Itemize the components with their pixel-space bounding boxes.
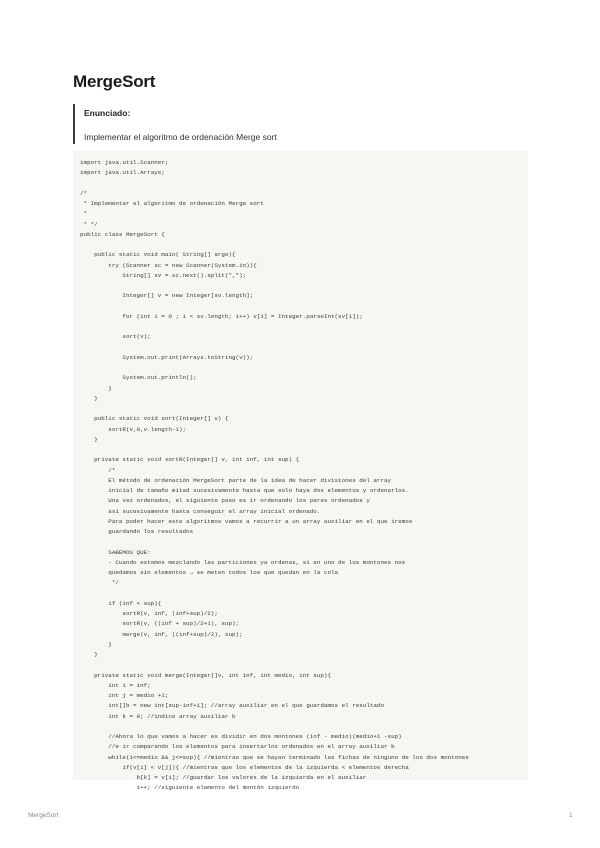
code-line: } [80, 435, 98, 443]
code-line: * Implementar el algoritmo de ordenación Merge sort [80, 200, 264, 207]
code-line: - Cuando estemos mezclando las particiones ya ordenas, si en uno de los montones nos [80, 558, 406, 566]
code-line: int i = inf; [80, 681, 151, 689]
code-line: inicial de tamaño mitad sucesivamente hasta que solo haya dos elementos y ordenarlos. [80, 487, 409, 494]
code-line: if (inf < sup){ [80, 599, 162, 607]
code-line: sortR(v, ((inf + sup)/2+1), sup); [80, 620, 240, 628]
code-line: public static void sort(Integer[] v) { [80, 415, 229, 423]
code-line: Una vez ordenados, el siguiente paso es ir ordenando los pares ordenados y [80, 497, 370, 505]
code-line: //e ir comparando los elementos para insertarlos ordenados en el array auxiliar b [80, 743, 395, 751]
code-line: Integer[] v = new Integer[sv.length]; [80, 292, 254, 300]
code-line: */ [80, 579, 119, 587]
code-line: b[k] = v[i]; //guardar los valores de la izquierda en el auxiliar [80, 774, 367, 781]
code-line: sortR(v,0,v.length-1); [80, 425, 187, 433]
code-block [73, 151, 528, 792]
code-line: * [80, 210, 88, 218]
footer-document-name: MergeSort [28, 812, 59, 819]
code-line: //Ahora lo que vamos a hacer es dividir en dos montones (inf - medio)(medio+1 -sup) [80, 733, 402, 740]
code-line: } [80, 651, 98, 658]
code-line: String[] sv = sc.next().split(","); [80, 271, 247, 279]
code-line: sort(v); [80, 333, 151, 341]
callout-block [73, 104, 524, 144]
code-line: SABEMOS QUE: [80, 548, 151, 556]
code-line: private static void sortR(Integer[] v, int inf, int sup) { [80, 456, 300, 464]
code-line: Para poder hacer este algoritmos vamos a recurrir a un array auxiliar en el que iremos [80, 517, 413, 525]
code-line: System.out.print(Arrays.toString(v)); [80, 353, 254, 361]
code-line: /* [80, 189, 88, 197]
code-line: while(i<=medio && j<=sup){ //mientras que se hayan terminado las fichas de ninguno de los dos montones [80, 753, 469, 761]
code-line: System.out.println(); [80, 374, 197, 382]
code-line: } [80, 384, 112, 392]
code-line: quedamos sin elementos → se meten todos los que quedan en la cola [80, 569, 339, 576]
page-title: MergeSort [73, 72, 156, 91]
code-line: private static void merge(Integer[]v, int inf, int medio, int sup){ [80, 671, 331, 679]
code-line: public class MergeSort { [80, 230, 165, 238]
code-line: * */ [80, 220, 98, 228]
code-line: } [80, 394, 98, 402]
code-line: int j = medio +1; [80, 692, 169, 699]
code-line: merge(v, inf, ((inf+sup)/2), sup); [80, 630, 243, 638]
footer-page-number: 1 [569, 812, 573, 819]
code-line: /* [80, 466, 116, 474]
code-line: import java.util.Arrays; [80, 169, 165, 177]
code-line: for (int i = 0 ; i < sv.length; i++) v[i] = Integer.parseInt(sv[i]); [80, 312, 363, 320]
code-line: import java.util.Scanner; [80, 159, 169, 166]
code-line: i++; //siguiente elemento del montón izquierdo [80, 784, 300, 792]
callout-body: Implementar el algoritmo de ordenación Merge sort [84, 132, 277, 142]
callout-heading: Enunciado: [84, 108, 131, 118]
code-line: if(v[i] < v[j]){ //mientras que los elementos de la izquierda < elementos derecha [80, 763, 409, 771]
code-line: guardando los resultados [80, 528, 194, 535]
code-line: sortR(v, inf, (inf+sup)/2); [80, 610, 218, 617]
code-text [80, 158, 528, 794]
code-line: try (Scanner sc = new Scanner(System.in)){ [80, 261, 257, 269]
code-line: así sucesivamente hasta conseguir el array inicial ordenado. [80, 507, 321, 515]
code-line: public static void main( String[] args){ [80, 251, 236, 259]
code-line: int[]b = new int[sup-inf+1]; //array auxiliar en el que guardamos el resultado [80, 702, 385, 710]
code-line: El método de ordenación MergeSort parte de la idea de hacer divisiones del array [80, 476, 392, 484]
code-line: } [80, 640, 112, 648]
code-line: int k = 0; //indice array auxiliar b [80, 712, 236, 720]
